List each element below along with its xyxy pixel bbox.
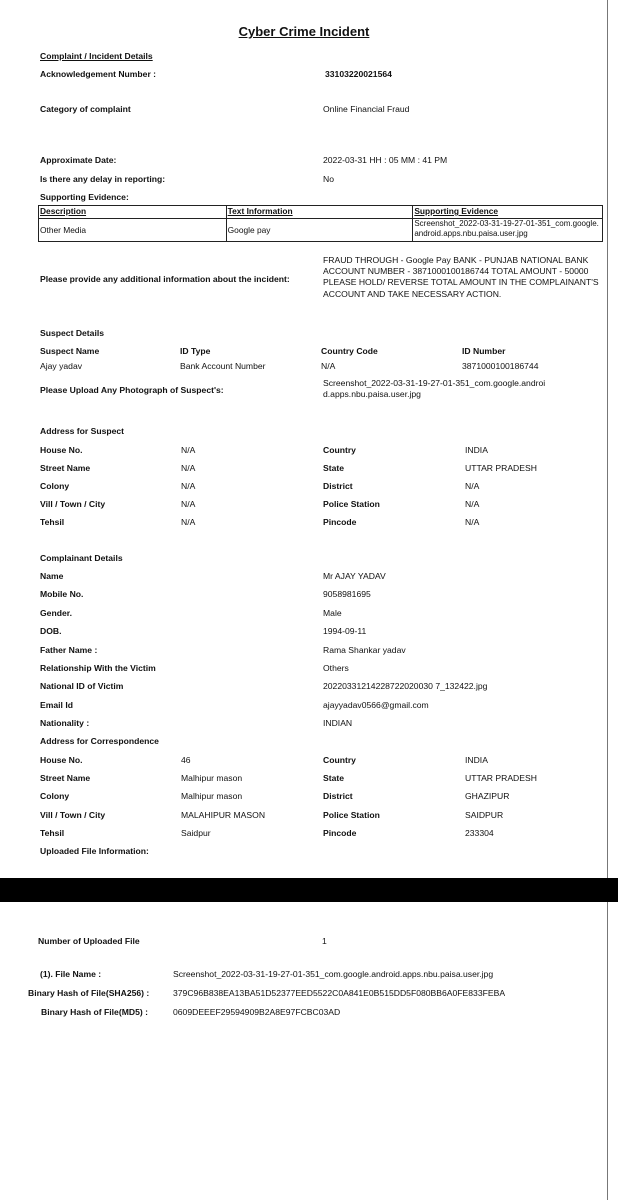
corr-street-label: Street Name [40,773,91,783]
evidence-label: Supporting Evidence: [40,192,129,202]
corr-pincode-label: Pincode [323,828,357,838]
complainant-mobile-value: 9058981695 [323,589,371,599]
page-title: Cyber Crime Incident [238,24,370,39]
corr-tehsil-label: Tehsil [40,828,65,838]
suspect-header-name: Suspect Name [40,346,100,356]
suspect-pincode-label: Pincode [323,517,357,527]
suspect-country-label: Country [323,445,356,455]
md5-value: 0609DEEEF29594909B2A8E97FCBC03AD [173,1007,341,1017]
suspect-section-heading: Suspect Details [40,328,104,338]
uploaded-count-label: Number of Uploaded File [38,936,140,946]
suspect-header-country: Country Code [321,346,378,356]
corr-colony-label: Colony [40,791,70,801]
page-edge [608,902,618,1200]
evidence-table [38,205,603,242]
complainant-nationality-value: INDIAN [323,718,353,728]
corr-police-label: Police Station [323,810,380,820]
suspect-police-value: N/A [465,499,480,509]
complainant-nationalid-label: National ID of Victim [40,681,124,691]
evidence-header-text: Text Information [226,206,413,219]
complainant-mobile-label: Mobile No. [40,589,84,599]
delay-value: No [323,174,334,184]
suspect-colony-value: N/A [181,481,196,491]
complainant-dob-value: 1994-09-11 [323,626,367,636]
corr-tehsil-value: Saidpur [181,828,211,838]
page-separator [0,878,618,902]
additional-info-label: Please provide any additional information about the incident: [40,274,290,284]
category-value: Online Financial Fraud [323,104,410,114]
suspect-pincode-value: N/A [465,517,480,527]
suspect-state-value: UTTAR PRADESH [465,463,537,473]
corr-colony-value: Malhipur mason [181,791,243,801]
corr-state-label: State [323,773,345,783]
suspect-colony-label: Colony [40,481,70,491]
corr-district-label: District [323,791,353,801]
suspect-state-label: State [323,463,345,473]
corr-house-value: 46 [181,755,191,765]
sha256-value: 379C96B838EA13BA51D52377EED5522C0A841E0B515DD5F080BB6A0FE833FEBA [173,988,506,998]
md5-label: Binary Hash of File(MD5) : [41,1007,148,1017]
category-label: Category of complaint [40,104,131,114]
corr-house-label: House No. [40,755,83,765]
evidence-header-row [39,206,603,219]
corr-country-value: INDIA [465,755,488,765]
suspect-name: Ajay yadav [40,361,83,371]
complainant-father-label: Father Name : [40,645,98,655]
ack-label: Acknowledgement Number : [40,69,157,79]
suspect-idnumber: 3871000100186744 [462,361,539,371]
suspect-photo-value: Screenshot_2022-03-31-19-27-01-351_com.google.android.apps.nbu.paisa.user.jpg [323,378,546,400]
ack-value: 33103220021564 [325,69,392,79]
suspect-street-value: N/A [181,463,196,473]
suspect-header-idnumber: ID Number [462,346,506,356]
complaint-section-heading: Complaint / Incident Details [40,51,153,61]
suspect-house-label: House No. [40,445,83,455]
evidence-description: Other Media [39,219,227,242]
complainant-relationship-value: Others [323,663,349,673]
evidence-row [39,219,603,242]
additional-info-value: FRAUD THROUGH - Google Pay BANK - PUNJAB NATIONAL BANK ACCOUNT NUMBER - 3871000100186744 TOTAL AMOUNT - 50000 PLEASE HOLD/ REVERSE TOTAL AMOUNT IN THE COMPLAINANT'S ACCOUNT AND TAKE NECESSARY ACTION. [323,255,599,299]
date-label: Approximate Date: [40,155,117,165]
suspect-tehsil-value: N/A [181,517,196,527]
suspect-tehsil-label: Tehsil [40,517,65,527]
file-name-value: Screenshot_2022-03-31-19-27-01-351_com.google.android.apps.nbu.paisa.user.jpg [173,969,494,979]
suspect-district-value: N/A [465,481,480,491]
suspect-police-label: Police Station [323,499,380,509]
correspondence-address-heading: Address for Correspondence [40,736,159,746]
complainant-gender-label: Gender. [40,608,72,618]
report-page-2 [0,902,608,1200]
complainant-relationship-label: Relationship With the Victim [40,663,156,673]
complainant-name-label: Name [40,571,64,581]
corr-city-label: Vill / Town / City [40,810,106,820]
corr-street-value: Malhipur mason [181,773,243,783]
corr-city-value: MALAHIPUR MASON [181,810,266,820]
complainant-nationalid-value: 20220331214228722020030 7_132422.jpg [323,681,488,691]
corr-country-label: Country [323,755,356,765]
complainant-nationality-label: Nationality : [40,718,90,728]
suspect-street-label: Street Name [40,463,91,473]
date-value: 2022-03-31 HH : 05 MM : 41 PM [323,155,448,165]
evidence-text: Google pay [226,219,413,242]
delay-label: Is there any delay in reporting: [40,174,166,184]
file-name-label: (1). File Name : [40,969,102,979]
uploaded-count-value: 1 [322,936,327,946]
corr-pincode-value: 233304 [465,828,494,838]
suspect-idtype: Bank Account Number [180,361,266,371]
corr-police-value: SAIDPUR [465,810,504,820]
complainant-email-label: Email Id [40,700,73,710]
complainant-gender-value: Male [323,608,342,618]
suspect-country-value: INDIA [465,445,488,455]
corr-state-value: UTTAR PRADESH [465,773,537,783]
complainant-email-value: ajayyadav0566@gmail.com [323,700,429,710]
corr-district-value: GHAZIPUR [465,791,510,801]
evidence-header-evidence: Supporting Evidence [413,206,603,219]
complainant-name-value: Mr AJAY YADAV [323,571,386,581]
suspect-city-value: N/A [181,499,196,509]
uploaded-file-info-label: Uploaded File Information: [40,846,149,856]
suspect-district-label: District [323,481,353,491]
suspect-header-idtype: ID Type [180,346,211,356]
suspect-country: N/A [321,361,336,371]
complainant-section-heading: Complainant Details [40,553,123,563]
evidence-header-description: Description [39,206,227,219]
complainant-father-value: Rama Shankar yadav [323,645,406,655]
sha256-label: Binary Hash of File(SHA256) : [28,988,150,998]
suspect-city-label: Vill / Town / City [40,499,106,509]
complainant-dob-label: DOB. [40,626,62,636]
evidence-file: Screenshot_2022-03-31-19-27-01-351_com.google.android.apps.nbu.paisa.user.jpg [413,219,603,242]
suspect-house-value: N/A [181,445,196,455]
suspect-photo-label: Please Upload Any Photograph of Suspect's: [40,385,224,395]
suspect-address-heading: Address for Suspect [40,426,125,436]
